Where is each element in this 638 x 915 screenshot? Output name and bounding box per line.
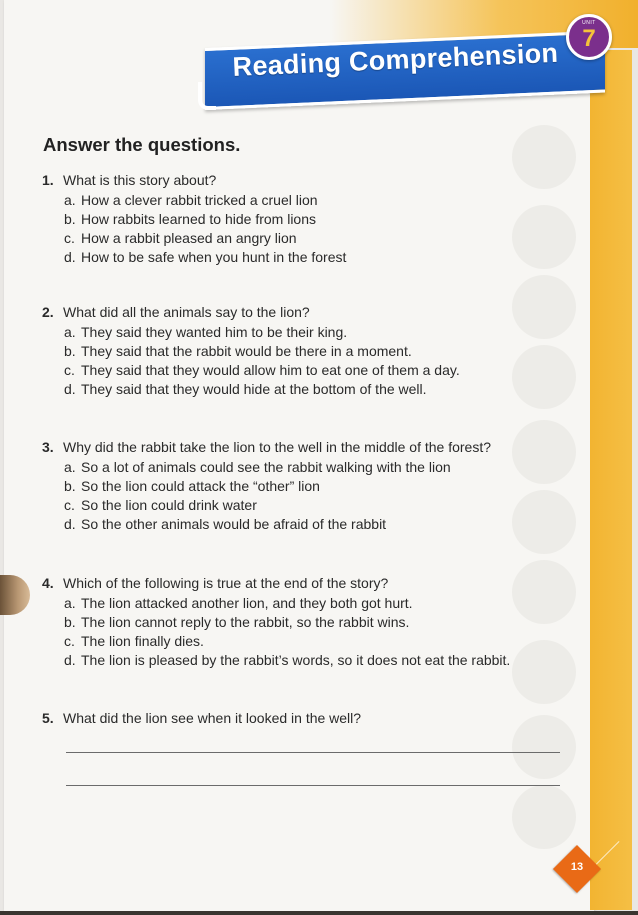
option-text: They said that the rabbit would be there in a moment. (81, 343, 412, 359)
question-text: Why did the rabbit take the lion to the well in the middle of the forest? (63, 439, 492, 455)
option-c[interactable] (42, 229, 582, 248)
option-a[interactable] (42, 594, 582, 613)
option-letter: c. (64, 497, 75, 513)
option-text: They said that they would hide at the bottom of the well. (81, 381, 427, 397)
option-a[interactable] (42, 191, 582, 210)
question-text: What did the lion see when it looked in the well? (63, 710, 362, 726)
unit-number: 7 (582, 25, 596, 52)
option-letter: b. (64, 211, 76, 227)
option-text: How rabbits learned to hide from lions (81, 211, 317, 227)
option-letter: a. (64, 459, 76, 475)
page-number: 13 (570, 861, 584, 873)
side-color-strip (590, 50, 632, 910)
option-letter: a. (64, 192, 76, 208)
option-letter: b. (64, 343, 76, 359)
option-letter: d. (64, 516, 76, 532)
unit-label: UNIT (582, 20, 596, 26)
option-text: How a clever rabbit tricked a cruel lion (81, 192, 318, 208)
question-line (42, 707, 582, 729)
question-text: What did all the animals say to the lion? (63, 304, 310, 320)
option-c[interactable] (42, 361, 582, 380)
option-text: So the lion could attack the “other” lion (81, 478, 320, 494)
option-letter: c. (64, 362, 75, 378)
question-line (42, 301, 582, 323)
option-letter: c. (64, 230, 75, 246)
option-letter: d. (64, 249, 76, 265)
question-line (42, 169, 582, 191)
option-text: The lion cannot reply to the rabbit, so the rabbit wins. (81, 614, 410, 630)
option-letter: b. (64, 478, 76, 494)
option-text: So the lion could drink water (81, 497, 257, 513)
option-d[interactable] (42, 248, 582, 267)
question-line (42, 436, 582, 458)
option-text: They said they wanted him to be their king. (81, 324, 348, 340)
question-line (42, 572, 582, 594)
question-number: 1. (42, 172, 54, 188)
option-d[interactable] (42, 380, 582, 399)
option-text: So the other animals would be afraid of the rabbit (81, 516, 387, 532)
option-a[interactable] (42, 323, 582, 342)
option-letter: b. (64, 614, 76, 630)
question-4 (42, 572, 582, 670)
option-b[interactable] (42, 210, 582, 229)
option-text: The lion is pleased by the rabbit’s words, so it does not eat the rabbit. (81, 652, 511, 668)
question-text: Which of the following is true at the end of the story? (63, 575, 389, 591)
question-5 (42, 707, 582, 729)
option-text: The lion finally dies. (81, 633, 204, 649)
option-letter: c. (64, 633, 75, 649)
option-d[interactable] (42, 651, 582, 670)
option-letter: a. (64, 324, 76, 340)
answer-line[interactable] (66, 785, 560, 786)
option-b[interactable] (42, 613, 582, 632)
option-letter: a. (64, 595, 76, 611)
question-text: What is this story about? (63, 172, 217, 188)
unit-badge (566, 14, 612, 60)
answer-line[interactable] (66, 752, 560, 753)
option-a[interactable] (42, 458, 582, 477)
banner-hook-decoration (198, 82, 216, 110)
question-number: 3. (42, 439, 54, 455)
option-b[interactable] (42, 477, 582, 496)
option-letter: d. (64, 652, 76, 668)
option-text: How a rabbit pleased an angry lion (81, 230, 297, 246)
page-bottom-edge (0, 911, 638, 915)
option-text: The lion attacked another lion, and they both got hurt. (81, 595, 413, 611)
question-3 (42, 436, 582, 534)
option-text: So a lot of animals could see the rabbit walking with the lion (81, 459, 451, 475)
question-number: 5. (42, 710, 54, 726)
question-2 (42, 301, 582, 399)
option-d[interactable] (42, 515, 582, 534)
faded-illustration (512, 785, 576, 849)
option-c[interactable] (42, 632, 582, 651)
question-1 (42, 169, 582, 267)
page-title: Reading Comprehension (232, 37, 559, 82)
question-number: 2. (42, 304, 54, 320)
option-text: They said that they would allow him to eat one of them a day. (81, 362, 460, 378)
instructions-heading: Answer the questions. (43, 134, 241, 155)
option-text: How to be safe when you hunt in the forest (81, 249, 347, 265)
option-letter: d. (64, 381, 76, 397)
option-c[interactable] (42, 496, 582, 515)
option-b[interactable] (42, 342, 582, 361)
question-number: 4. (42, 575, 54, 591)
